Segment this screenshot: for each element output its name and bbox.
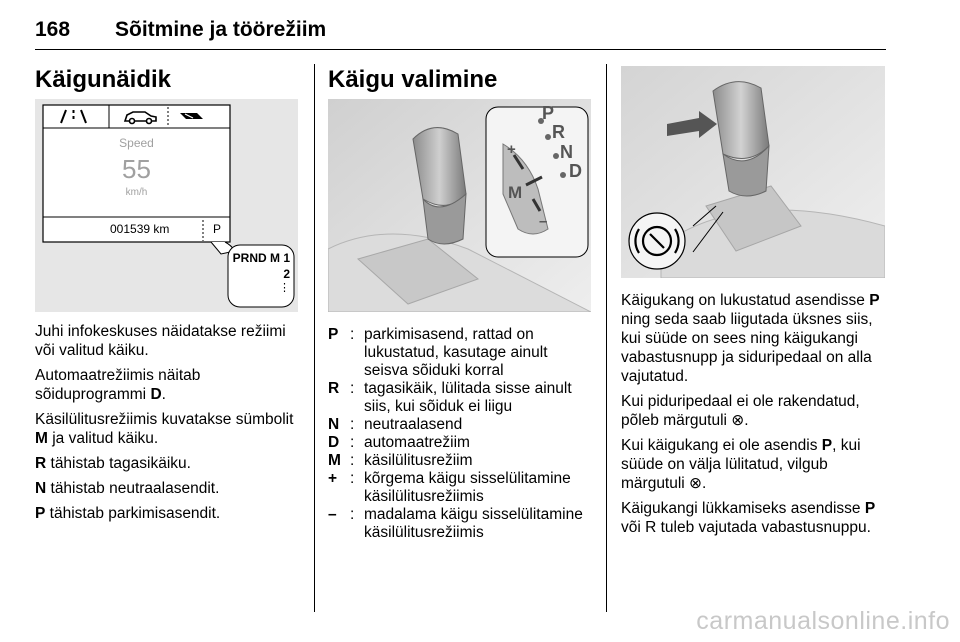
selector-label-minus: – [539,213,548,230]
selector-label-plus: + [507,141,516,158]
definition-minus: – : madalama käigu sisselülitamine käsilülitusrežiimis [328,506,583,541]
definition-d: D : automaatrežiim [328,434,470,451]
gear-lock-illustration [621,66,885,278]
callout-gear-line1: PRND M 1 [232,251,290,265]
definition-m: M : käsilülitusrežiim [328,452,473,469]
speed-label: Speed [119,136,154,150]
watermark: carmanualsonline.info [696,607,950,635]
selector-label-d: D [569,161,582,181]
right-paragraph-1: Käigukang on lukustatud asendisse P ning seda saab liigutada üksnes siis, kui süüde on sees ning käigukangi vabastusnupp ja siduripedaal on alla vajutatud. [621,292,880,385]
selector-label-n: N [560,142,573,162]
right-paragraph-2: Kui piduripedaal ei ole rakendatud, põleb märgutuli ⊗. [621,393,860,429]
gear-indicator-value: P [213,222,222,236]
section-title-gear-indicator: Käigunäidik [35,66,172,93]
left-body-text [35,322,303,529]
definition-p: P : parkimisasend, rattad on lukustatud, kasutage ainult seisva sõiduki korral [328,326,548,379]
callout-gear-line2: 2 [283,267,290,281]
gear-indicator-figure [35,99,298,312]
page-number: 168 [35,18,71,41]
column-divider-left [314,64,315,612]
left-paragraph-4: R tähistab tagasikäiku. [35,455,191,472]
definition-r: R : tagasikäik, lülitada sisse ainult siis, kui sõiduk ei liigu [328,380,572,415]
left-paragraph-5: N tähistab neutraalasendit. [35,480,220,497]
definition-plus: + : kõrgema käigu sisselülitamine käsilülitusrežiimis [328,470,571,505]
odometer-reading: 001539 km [110,222,170,236]
selector-label-m: M [508,183,523,202]
gear-lock-figure [621,66,885,278]
right-paragraph-4: Käigukangi lükkamiseks asendisse P või R tuleb vajutada vabastusnuppu. [621,500,876,536]
left-paragraph-1: Juhi infokeskuses näidatakse režiimi või valitud käiku. [35,323,286,359]
right-paragraph-3: Kui käigukang ei ole asendis P, kui süüde on välja lülitatud, vilgub märgutuli ⊗. [621,437,861,492]
selector-label-p: P [542,103,555,123]
header-rule [35,49,886,50]
speed-value: 55 [122,154,151,184]
gear-definitions-list [328,326,592,542]
right-body-text [621,291,889,543]
left-paragraph-2: Automaatrežiimis näitab sõiduprogrammi D. [35,367,201,403]
chapter-title: Sõitmine ja töörežiim [115,18,327,41]
callout-gear-line3: ⋮ [279,282,290,294]
left-paragraph-6: P tähistab parkimisasendit. [35,505,221,522]
speed-unit: km/h [125,187,148,198]
left-paragraph-3: Käsilülitusrežiimis kuvatakse sümbolit M ja valitud käiku. [35,411,294,447]
column-divider-right [606,64,607,612]
definition-n: N : neutraalasend [328,416,463,433]
section-title-gear-selection: Käigu valimine [328,66,498,93]
selector-label-r: R [552,122,565,142]
gear-lever-figure [328,99,591,312]
